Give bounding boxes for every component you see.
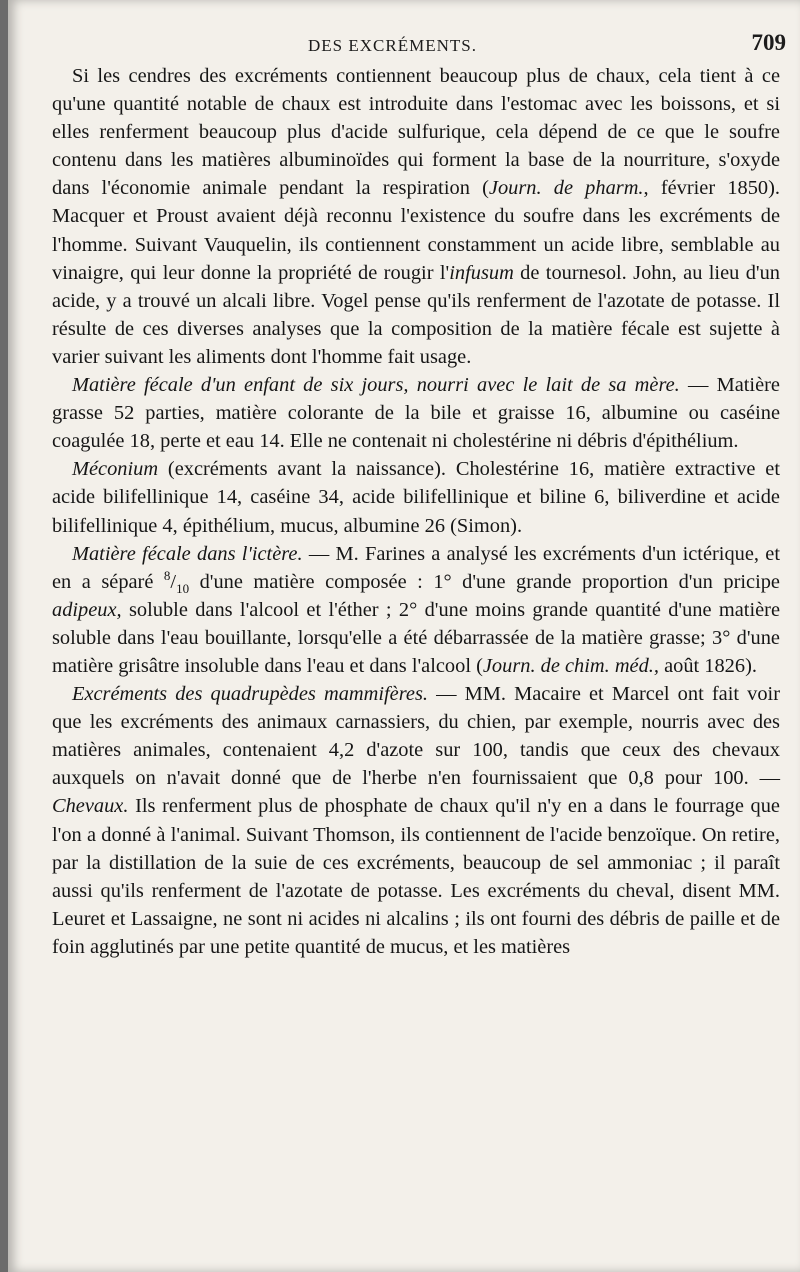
fraction-numerator: 8 [163, 567, 171, 583]
section-heading-italic: Matière fécale dans l'ictère. [72, 542, 303, 565]
section-heading-italic: Matière fécale d'un enfant de six jours, nourri avec le lait de sa mère. [72, 374, 680, 397]
section-heading-italic: Méconium [72, 458, 159, 481]
text-run: de tournesol. John, au lieu d'un acide, y a trouvé un alcali libre. Vogel pense qu'ils renferment de l'azotate de potasse. Il résulte de ces diverses analyses que la composition de la matière fécale est sujette à varier suivant les aliments dont l'homme fait usage. [52, 261, 780, 368]
term-italic: infusum [449, 261, 514, 284]
text-run: — MM. Macaire et Marcel ont fait voir que les excréments des animaux carnassiers, du chien, par exemple, nourris avec des matières animales, contenaient 4,2 d'azote sur 100, tandis que ceux des chevaux auxquels on n'avait donné que de l'herbe n'en fournissaient que 0,8 pour 100. — [52, 683, 780, 790]
section-heading-italic: Excréments des quadrupèdes mammifères. [72, 683, 428, 706]
paragraph-ash-composition [52, 62, 780, 371]
text-run: Si les cendres des excréments contiennent beaucoup plus de chaux, cela tient à ce qu'une quantité notable de chaux est introduite dans l'estomac avec les boissons, et si elles renferment beaucoup plus d'acide sulfurique, cela dépend de ce que le soufre contenu dans les matières albuminoïdes qui forment la base de la nourriture, s'oxyde dans l'économie animale pendant la respiration ( [52, 65, 780, 200]
paragraph-infant-feces [52, 371, 780, 455]
text-run: août 1826). [658, 654, 757, 677]
text-run: — M. Farines a analysé les excréments d'un ictérique, et en a séparé [52, 542, 780, 593]
fraction-slash: / [170, 570, 177, 593]
citation-italic: Journ. de pharm. [488, 177, 644, 200]
text-run: — Matière grasse 52 parties, matière colorante de la bile et graisse 16, albumine ou caséine coagulée 18, perte et eau 14. Elle ne contenait ni cholestérine ni débris d'épithélium. [52, 374, 780, 453]
fraction-denominator: 10 [176, 580, 190, 596]
paragraph-meconium [52, 455, 780, 539]
term-italic: adipeux, [52, 598, 122, 621]
paragraph-icterus [52, 540, 780, 680]
text-run: (excréments avant la naissance). Cholestérine 16, matière extractive et acide bilifellinique 14, caséine 34, acide bilifellinique et biline 6, biliverdine et acide bilifellinique 4, épithélium, mucus, albumine 26 (Simon). [52, 458, 780, 537]
text-run: , février 1850). Macquer et Proust avaient déjà reconnu l'existence du soufre dans les excréments de l'homme. Suivant Vauquelin, ils contiennent constamment un acide libre, semblable au vinaigre, qui leur donne la propriété de rougir l' [52, 177, 781, 284]
chapter-title: DES EXCRÉMENTS. [308, 36, 477, 55]
text-run: d'une matière composée : 1° d'une grande proportion d'un pricipe [189, 570, 780, 593]
body-text [52, 62, 780, 961]
citation-italic: Journ. de chim. méd., [482, 654, 659, 677]
text-run: soluble dans l'alcool et l'éther ; 2° d'une moins grande quantité d'une matière soluble dans l'eau bouillante, lorsqu'elle a été débarrassée de la matière grasse; 3° d'une matière grisâtre insoluble dans l'eau et dans l'alcool ( [52, 598, 780, 677]
text-run: Ils renferment plus de phosphate de chaux qu'il n'y en a dans le fourrage que l'on a donné à l'animal. Suivant Thomson, ils contiennent de l'acide benzoïque. On retire, par la distillation de la suie de ces excréments, beaucoup de sel ammoniac ; il paraît aussi qu'ils renferment de l'azotate de potasse. Les excréments du cheval, disent MM. Leuret et Lassaigne, ne sont ni acides ni alcalins ; ils ont fourni des débris de paille et de foin agglutinés par une petite quantité de mucus, et les matières [52, 795, 780, 958]
subsection-italic: Chevaux. [52, 795, 129, 818]
running-header [48, 32, 786, 58]
paragraph-quadrupeds [52, 680, 780, 961]
fraction [163, 567, 190, 596]
page-number: 709 [751, 30, 786, 55]
book-page [8, 0, 800, 1272]
